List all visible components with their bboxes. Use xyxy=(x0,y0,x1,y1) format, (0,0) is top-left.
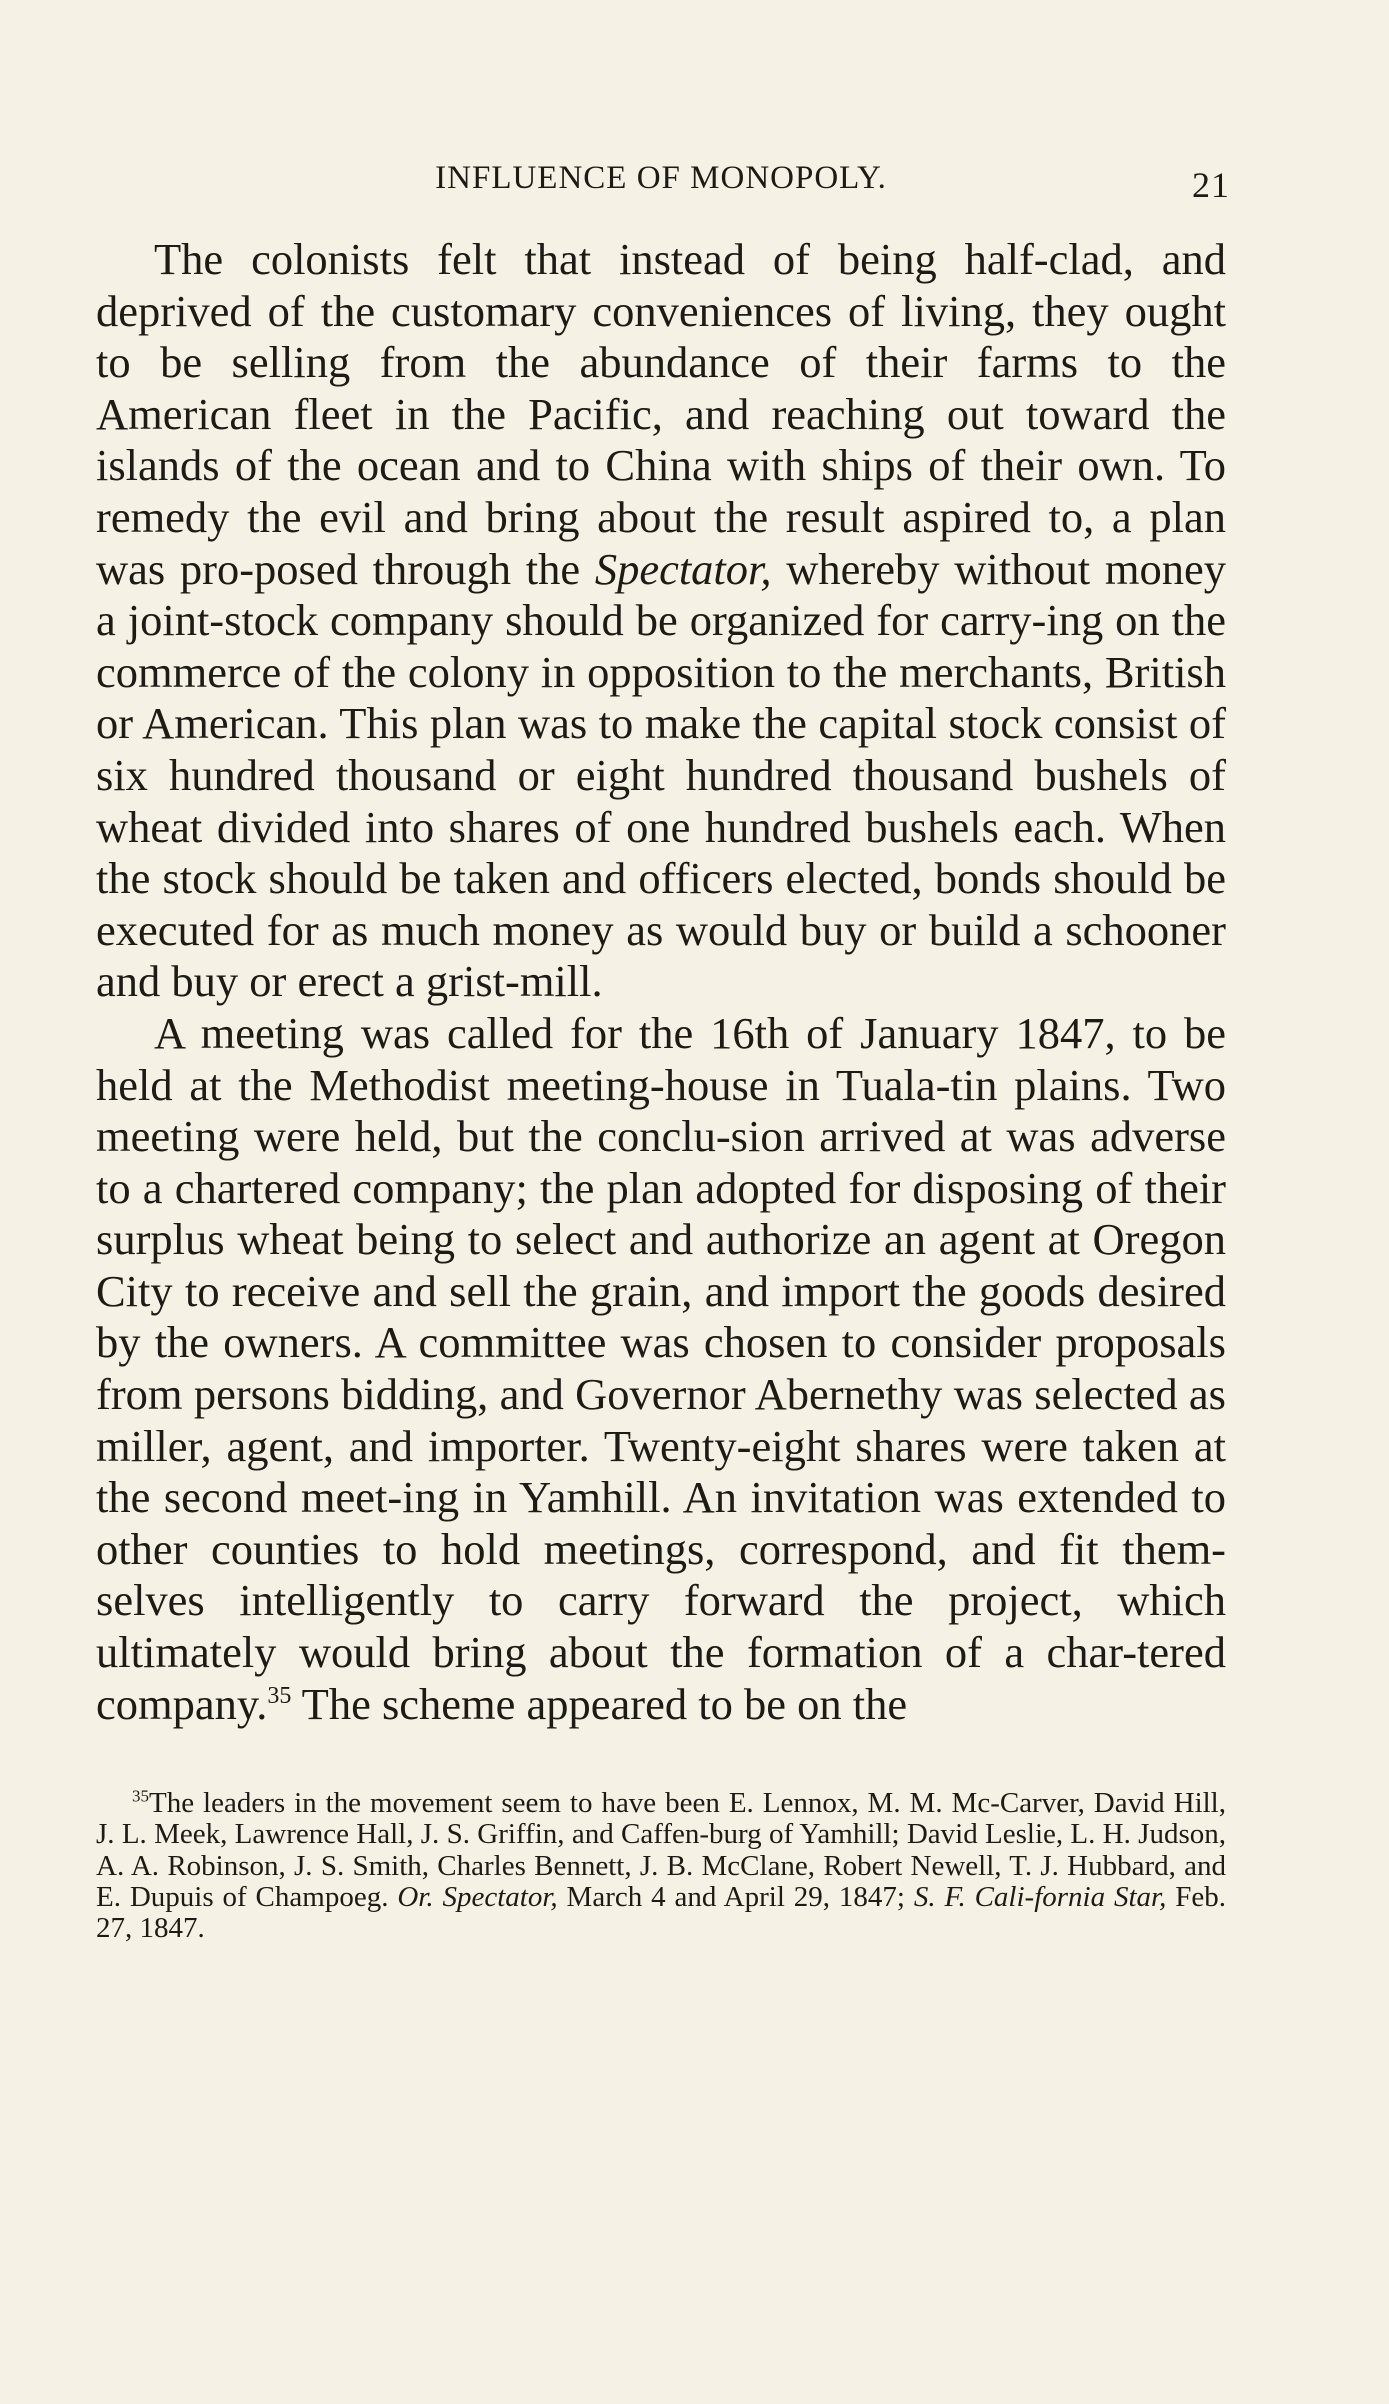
paragraph-1 xyxy=(96,234,1226,1008)
footnote-35 xyxy=(96,1788,1226,1944)
paragraph-2-text-a: A meeting was called for the 16th of January 1847, to be held at the Methodist meeting-house in Tuala-tin plains. Two meeting were held, but the conclu-sion arrived at was adverse to a chartered company; the plan adopted for disposing of their surplus wheat being to select and authorize an agent at Oregon City to receive and sell the grain, and import the goods desired by the owners. A committee was chosen to consider proposals from persons bidding, and Governor Abernethy was selected as miller, agent, and importer. Twenty-eight shares were taken at the second meet-ing in Yamhill. An invitation was extended to other counties to hold meetings, correspond, and fit them-selves intelligently to carry forward the project, which ultimately would bring about the formation of a char-tered company. xyxy=(96,1007,1226,1729)
paragraph-2 xyxy=(96,1008,1226,1730)
body-text xyxy=(96,234,1226,1730)
spectator-title: Spectator, xyxy=(594,543,772,594)
paragraph-2-text-b: The scheme appeared to be on the xyxy=(291,1678,908,1729)
footnote-reference[interactable]: 35 xyxy=(267,1682,292,1709)
footnote-text-a: The leaders in the movement seem to have been E. Lennox, M. M. Mc-Carver, David Hill, J. L. Meek, Lawrence Hall, J. S. Griffin, and Caffen-burg of Yamhill; David Leslie, L. H. Judson, A. A. Robinson, J. S. Smith, Charles Bennett, J. B. McClane, Robert Newell, T. J. Hubbard, and E. Dupuis of Champoeg. xyxy=(96,1787,1226,1913)
footnote-text-b: March 4 and April 29, 1847; xyxy=(557,1880,914,1913)
footnote-mark: 35 xyxy=(132,1786,149,1806)
footnote-source-1: Or. Spectator, xyxy=(397,1880,558,1913)
footnote-text-c: Feb. 27, 1847. xyxy=(96,1880,1227,1945)
running-head xyxy=(96,160,1230,210)
page-number: 21 xyxy=(1192,165,1230,205)
book-page xyxy=(96,160,1230,1945)
paragraph-1-text-b: whereby without money a joint-stock company should be organized for carry-ing on the commerce of the colony in opposition to the merchants, British or American. This plan was to make the capital stock consist of six hundred thousand or eight hundred thousand bushels of wheat divided into shares of one hundred bushels each. When the stock should be taken and officers elected, bonds should be executed for as much money as would buy or build a schooner and buy or erect a grist-mill. xyxy=(96,543,1226,1007)
page-title: INFLUENCE OF MONOPOLY. xyxy=(435,160,887,196)
paragraph-1-text-a: The colonists felt that instead of being half-clad, and deprived of the customary conveniences of living, they ought to be selling from the abundance of their farms to the American fleet in the Pacific, and reaching out toward the islands of the ocean and to China with ships of their own. To remedy the evil and bring about the result aspired to, a plan was pro-posed through the xyxy=(96,234,1226,594)
footnote-source-2: S. F. Cali-fornia Star, xyxy=(913,1880,1167,1913)
